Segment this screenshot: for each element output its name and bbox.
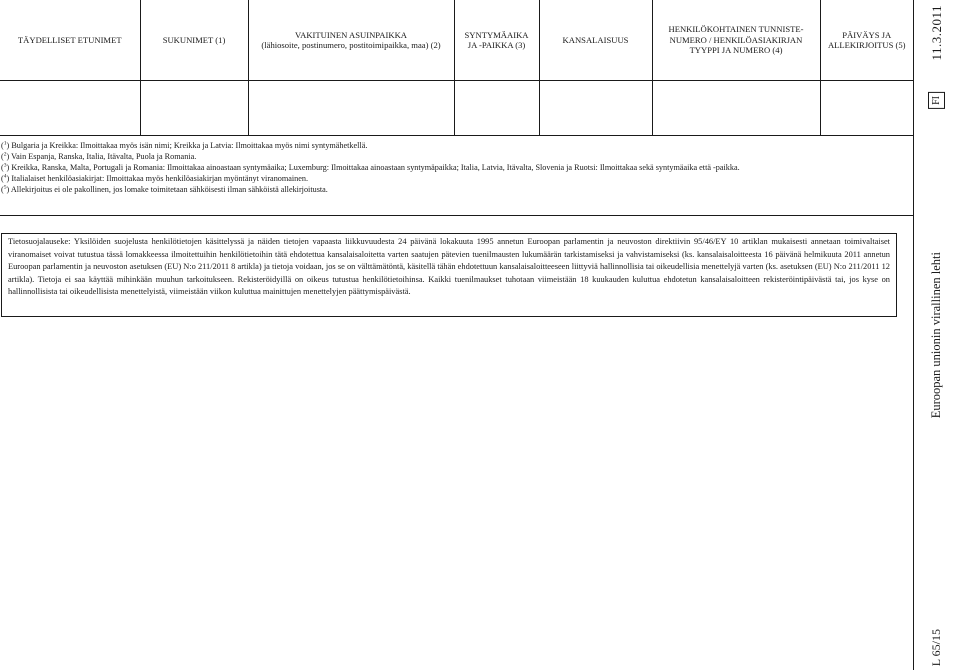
footnote-4-number: 4	[3, 173, 7, 180]
header-personal-id-line2: NUMERO / HENKILÖASIAKIRJAN	[669, 34, 803, 45]
language-badge: FI	[928, 92, 945, 109]
footnote-3: ($^3$) Kreikka, Ranska, Malta, Portugali ja Romania: Ilmoittakaa ainoastaan syntymäaika; Luxemburg: Ilmoittakaa ainoastaan syntymäpaikka; Italia, Latvia, Itävalta, Slovenia ja Ruotsi: Ilmoittakaa sekä syntymäaika että -paikka.	[1, 162, 740, 173]
privacy-notice-box	[1, 233, 897, 317]
header-nationality-label: KANSALAISUUS	[562, 34, 629, 45]
journal-title: Euroopan unionin virallinen lehti	[929, 252, 943, 419]
footnote-3-number: 3	[3, 162, 7, 169]
first-names-cell[interactable]	[0, 81, 140, 136]
header-surnames	[140, 0, 248, 81]
header-date-place-of-birth-line1: SYNTYMÄAIKA	[464, 29, 529, 40]
footnote-1-text: Bulgaria ja Kreikka: Ilmoittakaa myös isän nimi; Kreikka ja Latvia: Ilmoittakaa myös nimi syntymähetkellä.	[11, 141, 368, 150]
header-surnames-label: SUKUNIMET (1)	[162, 34, 226, 45]
footnote-1: ($^1$) Bulgaria ja Kreikka: Ilmoittakaa myös isän nimi; Kreikka ja Latvia: Ilmoittakaa myös nimi syntymähetkellä.	[1, 140, 368, 150]
header-date-place-of-birth	[454, 0, 539, 81]
header-date-place-of-birth-line2: JA -PAIKKA (3)	[467, 40, 526, 50]
signature-form-table	[0, 0, 913, 136]
header-personal-id-line3: TYYPPI JA NUMERO (4)	[689, 45, 783, 56]
footnote-5: ($^5$) Allekirjoitus ei ole pakollinen, jos lomake toimitetaan sähköisesti ilman sähköistä allekirjoitusta.	[1, 184, 328, 195]
footnote-5-number: 5	[3, 184, 7, 191]
header-full-first-names	[0, 0, 140, 81]
surnames-cell[interactable]	[140, 81, 248, 136]
header-nationality	[539, 0, 652, 81]
header-date-signature-line2: ALLEKIRJOITUS (5)	[827, 40, 906, 50]
header-full-first-names-label: TÄYDELLISET ETUNIMET	[17, 34, 122, 45]
divider	[0, 215, 913, 216]
page-margin	[913, 0, 960, 670]
header-permanent-residence	[248, 0, 454, 81]
footnote-3-text: Kreikka, Ranska, Malta, Portugali ja Romania: Ilmoittakaa ainoastaan syntymäaika; Luxemburg: Ilmoittakaa ainoastaan syntymäpaikka; Italia, Latvia, Itävalta, Slovenia ja Ruotsi: Ilmoittakaa sekä syntymäaika että -paikka.	[11, 163, 740, 173]
header-permanent-residence-line1: VAKITUINEN ASUINPAIKKA	[295, 29, 407, 40]
header-date-signature	[820, 0, 913, 81]
table-row	[0, 81, 913, 136]
header-personal-id-line1: HENKILÖKOHTAINEN TUNNISTE-	[668, 24, 804, 35]
page-reference: L 65/15	[929, 628, 943, 666]
footnote-2-text: Vain Espanja, Ranska, Italia, Itävalta, Puola ja Romania.	[11, 152, 197, 162]
birth-cell[interactable]	[454, 81, 539, 136]
footnote-5-text: Allekirjoitus ei ole pakollinen, jos lomake toimitetaan sähköisesti ilman sähköistä allekirjoitusta.	[10, 185, 328, 195]
footnote-2-number: 2	[3, 151, 7, 158]
issue-date: 11.3.2011	[929, 5, 944, 61]
table-header-row	[0, 0, 913, 81]
residence-cell[interactable]	[248, 81, 454, 136]
footnotes	[1, 140, 906, 195]
header-date-signature-line1: PÄIVÄYS JA	[842, 29, 892, 40]
footnote-4-text: Italialaiset henkilöasiakirjat: Ilmoittakaa myös henkilöasiakirjan myöntänyt viranomainen.	[11, 174, 309, 184]
header-personal-id	[652, 0, 820, 81]
header-permanent-residence-line2: (lähiosoite, postinumero, postitoimipaikka, maa) (2)	[261, 40, 441, 50]
nationality-cell[interactable]	[539, 81, 652, 136]
footnote-4: ($^4$) Italialaiset henkilöasiakirjat: Ilmoittakaa myös henkilöasiakirjan myöntänyt viranomainen.	[1, 173, 309, 184]
footnote-1-number: 1	[3, 140, 7, 147]
personal-id-cell[interactable]	[652, 81, 820, 136]
privacy-notice-text: Tietosuojalauseke: Yksilöiden suojelusta henkilötietojen käsittelyssä ja näiden tietojen vapaasta liikkuvuudesta 24 päivänä lokakuuta 1995 annetun Euroopan parlamentin ja neuvoston direktiivin 95/46/EY 10 artiklan mukaisesti annetaan toimivaltaiset viranomaiset voivat tutustua tässä lomakkeessa ilmoitettuihin henkilötietoihin tätä ehdotettua kansalaisaloitetta varten saatujen pätevien tuenilmausten lukumäärän tarkistamiseksi ja vahvistamiseksi (ks. kansalaisaloitteesta 16 päivänä helmikuuta 2011 annetun Euroopan parlamentin ja neuvoston asetuksen (EU) N:o 211/2011 8 artikla) ja tietoja voidaan, jos se on välttämätöntä, käsitellä tähän ehdotettuun kansalaisaloitteeseen liittyviä hallinnollisia tai oikeudellisia menettelyjä varten (ks. asetuksen (EU) N:o 211/2011 12 artikla). Tietoja ei saa käyttää mihinkään muuhun tarkoitukseen. Rekisteröidyillä on oikeus tutustua henkilötietoihinsa. Kaikki tuenilmaukset tuhotaan viimeistään 18 kuukauden kuluttua ehdotetun kansalaisaloitteen rekisteröintipäivästä tai, jos kyse on hallinnollisista tai oikeudellisista menettelyistä, viimeistään viikon kuluttua mainittujen menettelyjen päättymispäivästä.	[8, 237, 890, 297]
footnote-2: ($^2$) Vain Espanja, Ranska, Italia, Itävalta, Puola ja Romania.	[1, 151, 197, 162]
signature-cell[interactable]	[820, 81, 913, 136]
